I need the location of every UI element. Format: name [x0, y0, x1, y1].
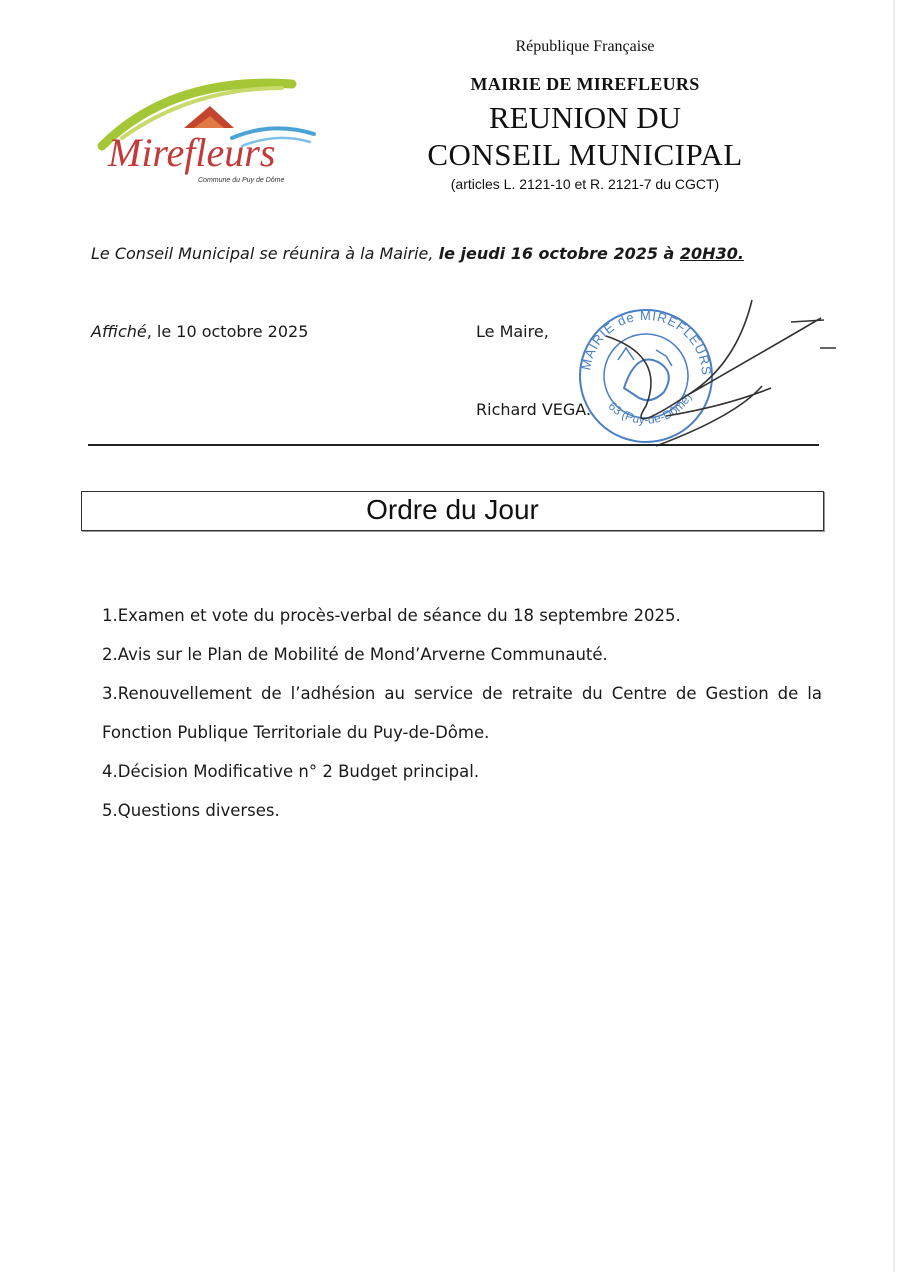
- page-edge: [893, 0, 895, 1272]
- agenda-item-continuation: Fonction Publique Territoriale du Puy-de-Dôme.: [102, 723, 490, 742]
- mirefleurs-logo: [82, 66, 322, 191]
- conseil-title: CONSEIL MUNICIPAL: [427, 137, 743, 172]
- republique-francaise: République Française: [515, 38, 655, 55]
- agenda-list: [102, 596, 822, 830]
- logo-subtitle: Commune du Puy de Dôme: [198, 177, 285, 184]
- affiche-date-text: , le 10 octobre 2025: [146, 322, 309, 341]
- agenda-item: 4.Décision Modificative n° 2 Budget principal.: [102, 762, 480, 781]
- maire-name: Richard VEGA.: [476, 400, 592, 419]
- separator-line: [88, 444, 819, 446]
- convocation-sentence: [91, 244, 744, 263]
- agenda-item: 5.Questions diverses.: [102, 801, 280, 820]
- convocation-date: le jeudi 16 octobre 2025 à: [438, 244, 680, 263]
- agenda-item: 3.Renouvellement de l’adhésion au service de retraite du Centre de Gestion de la: [102, 684, 822, 703]
- affiche-label: Affiché: [91, 322, 147, 341]
- convocation-intro: Le Conseil Municipal se réunira à la Mairie,: [91, 244, 439, 263]
- agenda-item: 1.Examen et vote du procès-verbal de séance du 18 septembre 2025.: [102, 606, 681, 625]
- official-stamp-signature: [566, 296, 836, 456]
- agenda-title: Ordre du Jour: [366, 494, 539, 525]
- agenda-item: 2.Avis sur le Plan de Mobilité de Mond’Arverne Communauté.: [102, 645, 608, 664]
- affichage-date: [91, 322, 308, 341]
- maire-label: Le Maire,: [476, 322, 549, 341]
- stamp-text-bottom: 63 (Puy-de-Dôme): [605, 390, 695, 427]
- reunion-title: REUNION DU: [488, 100, 681, 135]
- logo-text: Mirefleurs: [108, 130, 276, 175]
- convocation-time: 20H30.: [679, 244, 744, 263]
- mairie-title: MAIRIE DE MIREFLEURS: [470, 74, 700, 94]
- stamp-text-top: MAIRIE de MIREFLEURS: [578, 307, 715, 377]
- articles-reference: (articles L. 2121-10 et R. 2121-7 du CGCT): [450, 176, 720, 192]
